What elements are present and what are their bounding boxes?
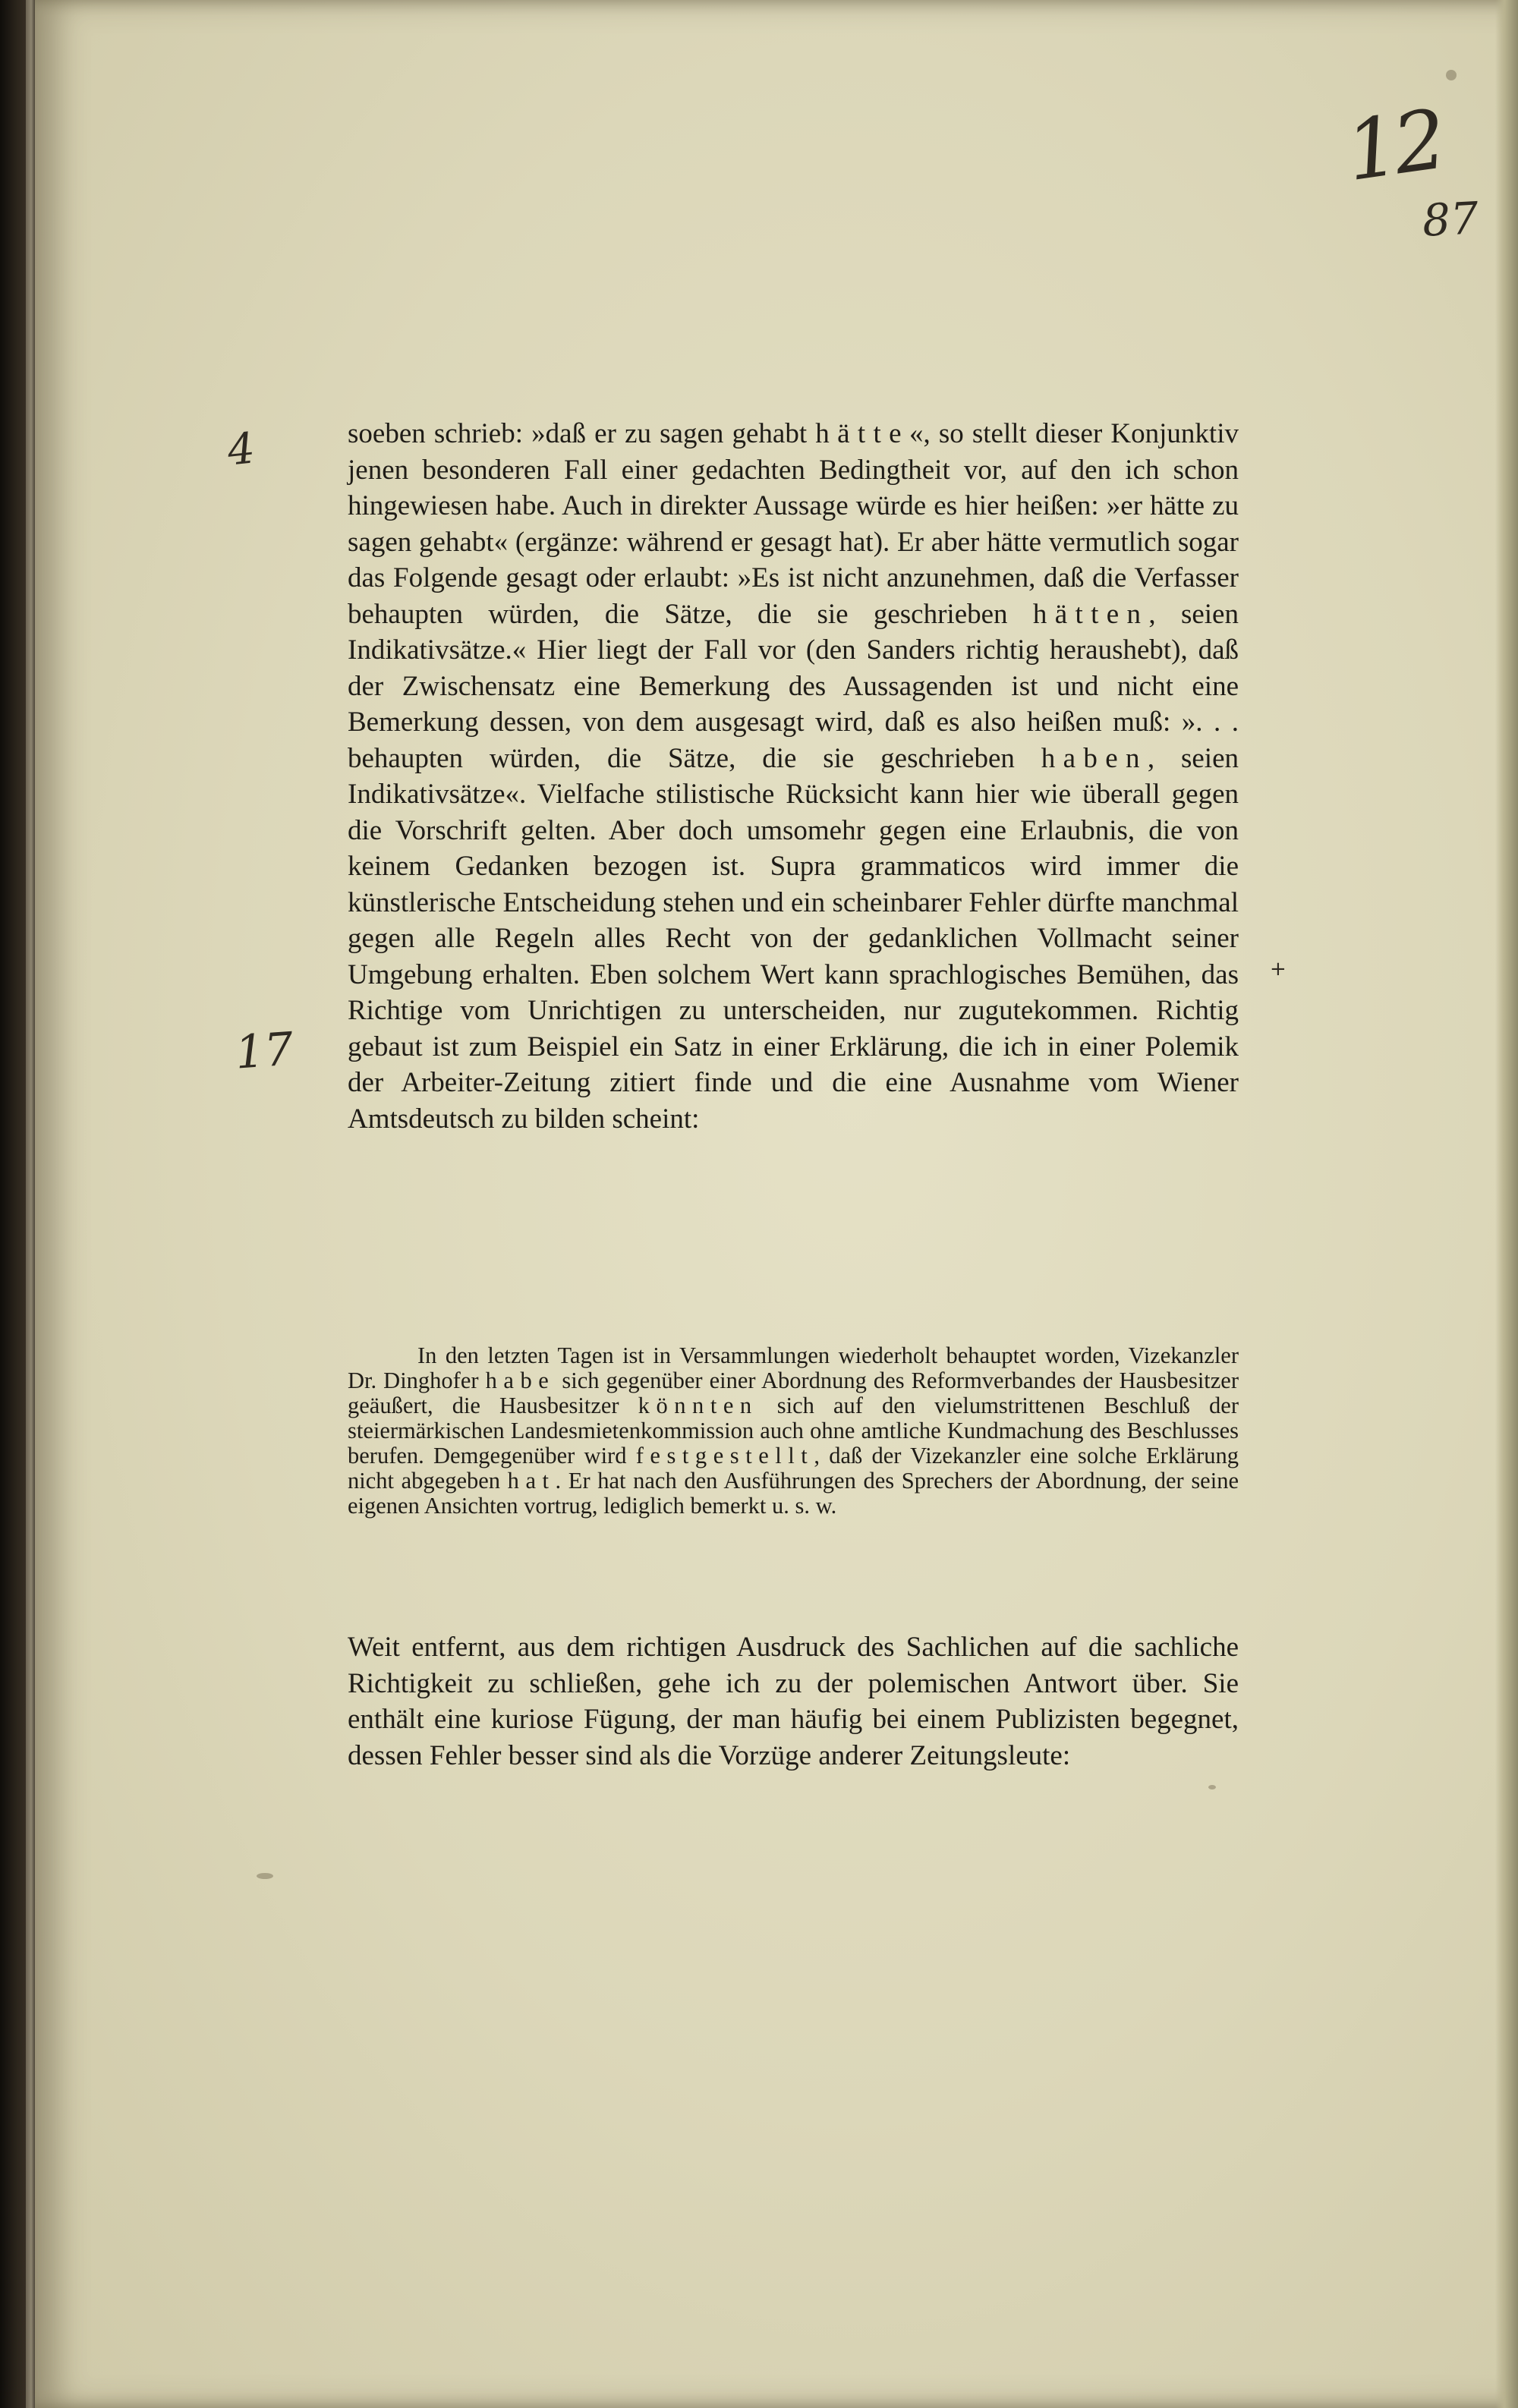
block-quote [348, 1343, 1239, 1519]
handwritten-page-number: 87 [1421, 192, 1480, 247]
page-sheet [35, 0, 1518, 2408]
emphasized-word: könnten [638, 1393, 758, 1418]
paper-speck [1446, 70, 1457, 80]
paper-speck [1208, 1785, 1216, 1789]
emphasized-word: hat [507, 1468, 556, 1494]
page-edge-shadow [1495, 0, 1518, 2408]
text-run: , seien Indikativsätze.« Hier liegt der Fall vor (den Sanders richtig heraushebt), daß der Zwischensatz eine Bemerkung des Aussagenden ist und nicht eine Bemerkung dessen, von dem ausgesagt wird, daß es also heißen muß: ». . . behaupten würden, die Sätze, die sie geschrieben [348, 598, 1239, 774]
text-run: , seien Indikativsätze«. Vielfache stilistische Rücksicht kann hier wie überall gegen die Vorschrift gelten. Aber doch umsomehr gegen eine Erlaubnis, die von keinem Gedanken bezogen ist. Supra grammaticos wird immer die künstlerische Entscheidung stehen und ein scheinbarer Fehler dürfte manchmal gegen alle Regeln alles Recht von der gedanklichen Vollmacht seiner Umgebung erhalten. Eben solchem Wert kann sprachlogisches Bemühen, das Richtige vom Unrichtigen zu unterscheiden, nur zugutekommen. Richtig gebaut ist zum Beispiel ein Satz in einer Erklärung, die ich in einer Polemik der Arbeiter-Zeitung zitiert finde und die eine Ausnahme vom Wiener Amtsdeutsch zu bilden scheint: [348, 742, 1239, 1135]
emphasized-word: festgestellt [635, 1443, 814, 1468]
text-run: In den letzten Tagen ist in Versammlungen wiederholt behauptet worden, Vizekanzler Dr. Dinghofer [348, 1342, 1239, 1393]
text-run: sich auf den vielumstrittenen Beschluß der steiermärkischen Landesmietenkommission auch ohne amtliche Kundmachung des Beschlusses berufen. Demgegenüber wird [348, 1393, 1239, 1468]
margin-note-top: 4 [225, 423, 257, 476]
text-run: , daß der Vizekanzler eine solche Erklärung nicht abgegeben [348, 1443, 1239, 1494]
body-text [348, 416, 1239, 1137]
emphasized-word: hätte [815, 418, 909, 449]
text-run: sich gegenüber einer Abordnung des Reformverbandes der Hausbesitzer geäußert, die Hausbesitzer [348, 1368, 1239, 1418]
text-run: soeben schrieb: »daß er zu sagen gehabt [348, 418, 816, 449]
binding-edge [26, 0, 35, 2408]
emphasized-word: hätten [1032, 598, 1149, 630]
paragraph [348, 416, 1239, 1137]
emphasized-word: haben [1041, 742, 1148, 774]
margin-mark-right: + [1270, 958, 1287, 981]
paper-speck [257, 1873, 273, 1879]
margin-note-bottom: 17 [233, 1022, 295, 1080]
text-run: «, so stellt dieser Konjunktiv jenen besonderen Fall einer gedachten Bedingtheit vor, auf den ich schon hingewiesen habe. Auch in direkter Aussage würde es hier heißen: »er hätte zu sagen gehabt« (ergänze: während er gesagt hat). Er aber hätte vermutlich sogar das Folgende gesagt oder erlaubt: »Es ist nicht anzunehmen, daß die Verfasser behaupten würden, die Sätze, die sie geschrieben [348, 418, 1239, 630]
text-run: . Er hat nach den Ausführungen des Sprechers der Abordnung, der seine eigenen Ansichten vortrug, lediglich bemerkt u. s. w. [348, 1468, 1239, 1519]
emphasized-word: habe [485, 1368, 556, 1393]
closing-paragraph: Weit entfernt, aus dem richtigen Ausdruck des Sachlichen auf die sachliche Richtigkeit zu schließen, gehe ich zu der polemischen Antwort über. Sie enthält eine kuriose Fügung, der man häufig bei einem Publizisten begegnet, dessen Fehler besser sind als die Vorzüge anderer Zeitungsleute: [348, 1632, 1239, 1771]
handwritten-folio-number: 12 [1340, 92, 1448, 200]
